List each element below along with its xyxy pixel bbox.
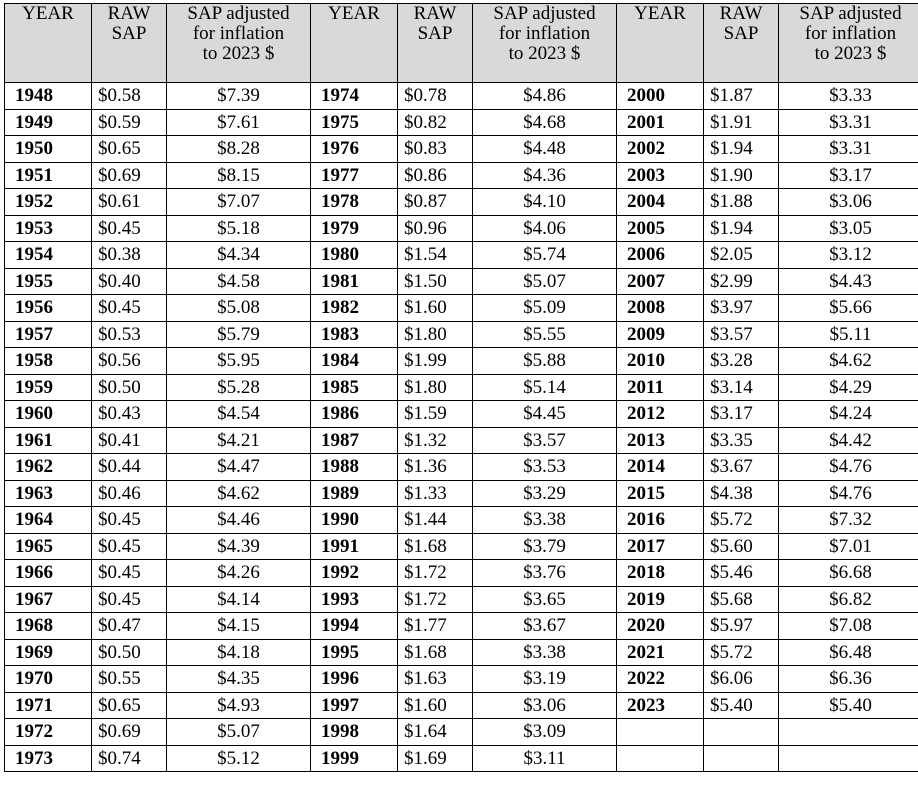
header-raw-sap-line: SAP [111,23,147,44]
raw-sap-cell: $0.65 [92,692,167,719]
adjusted-sap-cell: $4.29 [779,374,918,401]
adjusted-sap-cell: $7.01 [779,533,918,560]
raw-sap-cell: $0.45 [92,215,167,242]
raw-sap-cell: $5.46 [704,560,779,587]
raw-sap-cell: $1.88 [704,189,779,216]
adjusted-sap-cell: $4.93 [167,692,311,719]
raw-sap-cell: $1.91 [704,109,779,136]
adjusted-sap-cell: $3.67 [473,613,617,640]
adjusted-sap-cell: $5.66 [779,295,918,322]
header-year-label: YEAR [328,3,380,24]
year-cell: 1968 [5,613,92,640]
adjusted-sap-cell: $3.06 [473,692,617,719]
adjusted-sap-cell: $3.11 [473,745,617,772]
table-row [5,162,918,189]
raw-sap-cell: $4.38 [704,480,779,507]
raw-sap-cell: $0.58 [92,83,167,110]
year-cell: 1988 [311,454,398,481]
adjusted-sap-cell [779,745,918,772]
header-sap-adjusted-line: SAP adjusted [799,3,902,24]
adjusted-sap-cell: $3.09 [473,719,617,746]
sap-price-table [4,3,918,772]
year-cell: 1985 [311,374,398,401]
raw-sap-cell: $1.68 [398,639,473,666]
year-cell: 2006 [617,242,704,269]
year-cell: 1956 [5,295,92,322]
table-row [5,348,918,375]
raw-sap-cell: $0.50 [92,374,167,401]
raw-sap-cell: $0.96 [398,215,473,242]
table-row [5,507,918,534]
header-year [5,4,92,83]
adjusted-sap-cell: $4.14 [167,586,311,613]
adjusted-sap-cell: $4.39 [167,533,311,560]
year-cell: 1961 [5,427,92,454]
adjusted-sap-cell: $5.11 [779,321,918,348]
year-cell: 2010 [617,348,704,375]
raw-sap-cell: $1.32 [398,427,473,454]
raw-sap-cell: $3.97 [704,295,779,322]
adjusted-sap-cell: $5.09 [473,295,617,322]
table-row [5,295,918,322]
header-raw-sap-line: RAW [719,3,763,24]
year-cell: 1949 [5,109,92,136]
year-cell: 1960 [5,401,92,428]
raw-sap-cell: $0.46 [92,480,167,507]
header-row [5,4,918,83]
header-sap-adjusted-line: to 2023 $ [202,43,275,64]
year-cell: 1991 [311,533,398,560]
year-cell: 1978 [311,189,398,216]
raw-sap-cell: $3.57 [704,321,779,348]
header-raw-sap [92,4,167,83]
year-cell: 2000 [617,83,704,110]
year-cell: 1999 [311,745,398,772]
raw-sap-cell: $1.99 [398,348,473,375]
header-year [617,4,704,83]
table-row [5,719,918,746]
adjusted-sap-cell: $4.62 [167,480,311,507]
table-row [5,268,918,295]
raw-sap-cell: $0.45 [92,586,167,613]
raw-sap-cell: $1.69 [398,745,473,772]
year-cell: 2009 [617,321,704,348]
raw-sap-cell: $1.60 [398,295,473,322]
year-cell: 1965 [5,533,92,560]
table-row [5,745,918,772]
year-cell: 1966 [5,560,92,587]
raw-sap-cell: $5.68 [704,586,779,613]
header-year-label: YEAR [22,3,74,24]
year-cell: 1995 [311,639,398,666]
header-raw-sap-line: SAP [417,23,453,44]
adjusted-sap-cell: $4.15 [167,613,311,640]
adjusted-sap-cell: $7.08 [779,613,918,640]
adjusted-sap-cell: $5.95 [167,348,311,375]
adjusted-sap-cell: $3.17 [779,162,918,189]
raw-sap-cell [704,719,779,746]
raw-sap-cell: $6.06 [704,666,779,693]
year-cell: 2014 [617,454,704,481]
adjusted-sap-cell: $7.32 [779,507,918,534]
year-cell: 1952 [5,189,92,216]
raw-sap-cell: $3.28 [704,348,779,375]
year-cell: 1986 [311,401,398,428]
raw-sap-cell: $1.80 [398,321,473,348]
year-cell: 1982 [311,295,398,322]
year-cell [617,719,704,746]
year-cell: 1984 [311,348,398,375]
year-cell: 1958 [5,348,92,375]
adjusted-sap-cell: $4.34 [167,242,311,269]
year-cell: 2003 [617,162,704,189]
year-cell: 1955 [5,268,92,295]
raw-sap-cell: $0.65 [92,136,167,163]
year-cell: 2020 [617,613,704,640]
year-cell: 1963 [5,480,92,507]
adjusted-sap-cell: $3.31 [779,136,918,163]
table-row [5,533,918,560]
raw-sap-cell: $1.36 [398,454,473,481]
adjusted-sap-cell: $6.68 [779,560,918,587]
raw-sap-cell: $0.45 [92,295,167,322]
year-cell: 1990 [311,507,398,534]
year-cell: 1973 [5,745,92,772]
raw-sap-cell: $1.94 [704,215,779,242]
raw-sap-cell: $0.86 [398,162,473,189]
table-row [5,666,918,693]
adjusted-sap-cell: $5.14 [473,374,617,401]
raw-sap-cell: $0.59 [92,109,167,136]
year-cell: 1987 [311,427,398,454]
raw-sap-cell: $0.78 [398,83,473,110]
raw-sap-cell: $3.14 [704,374,779,401]
adjusted-sap-cell: $5.07 [167,719,311,746]
year-cell: 1950 [5,136,92,163]
header-year [311,4,398,83]
year-cell: 2013 [617,427,704,454]
year-cell: 1983 [311,321,398,348]
year-cell: 1998 [311,719,398,746]
header-sap-adjusted [473,4,617,83]
adjusted-sap-cell: $4.43 [779,268,918,295]
year-cell: 1962 [5,454,92,481]
year-cell: 1992 [311,560,398,587]
year-cell: 2002 [617,136,704,163]
adjusted-sap-cell: $5.55 [473,321,617,348]
adjusted-sap-cell: $3.05 [779,215,918,242]
raw-sap-cell: $0.69 [92,162,167,189]
year-cell: 2019 [617,586,704,613]
raw-sap-cell: $0.74 [92,745,167,772]
raw-sap-cell: $5.40 [704,692,779,719]
adjusted-sap-cell: $3.65 [473,586,617,613]
year-cell: 1970 [5,666,92,693]
adjusted-sap-cell: $6.36 [779,666,918,693]
year-cell: 1971 [5,692,92,719]
header-sap-adjusted [167,4,311,83]
table-row [5,242,918,269]
raw-sap-cell: $5.72 [704,507,779,534]
raw-sap-cell: $0.56 [92,348,167,375]
adjusted-sap-cell: $5.40 [779,692,918,719]
raw-sap-cell: $0.43 [92,401,167,428]
year-cell: 2004 [617,189,704,216]
adjusted-sap-cell: $4.45 [473,401,617,428]
adjusted-sap-cell: $3.29 [473,480,617,507]
header-raw-sap-line: RAW [107,3,151,24]
year-cell: 2018 [617,560,704,587]
adjusted-sap-cell: $3.76 [473,560,617,587]
table-row [5,83,918,110]
header-sap-adjusted-line: for inflation [498,23,591,44]
year-cell: 2001 [617,109,704,136]
adjusted-sap-cell: $6.48 [779,639,918,666]
raw-sap-cell: $2.99 [704,268,779,295]
year-cell: 2005 [617,215,704,242]
year-cell: 1964 [5,507,92,534]
year-cell: 1980 [311,242,398,269]
adjusted-sap-cell: $6.82 [779,586,918,613]
year-cell: 1948 [5,83,92,110]
adjusted-sap-cell: $5.28 [167,374,311,401]
header-sap-adjusted-line: to 2023 $ [814,43,887,64]
raw-sap-cell: $1.64 [398,719,473,746]
year-cell: 1975 [311,109,398,136]
adjusted-sap-cell: $3.79 [473,533,617,560]
adjusted-sap-cell: $5.12 [167,745,311,772]
adjusted-sap-cell: $5.88 [473,348,617,375]
raw-sap-cell: $2.05 [704,242,779,269]
year-cell: 2008 [617,295,704,322]
header-sap-adjusted [779,4,918,83]
year-cell: 1959 [5,374,92,401]
adjusted-sap-cell: $4.24 [779,401,918,428]
table-row [5,136,918,163]
year-cell: 1977 [311,162,398,189]
adjusted-sap-cell: $4.18 [167,639,311,666]
year-cell: 2016 [617,507,704,534]
table-row [5,215,918,242]
raw-sap-cell: $0.41 [92,427,167,454]
raw-sap-cell: $0.87 [398,189,473,216]
raw-sap-cell: $0.45 [92,560,167,587]
adjusted-sap-cell: $3.33 [779,83,918,110]
adjusted-sap-cell: $4.10 [473,189,617,216]
adjusted-sap-cell: $5.79 [167,321,311,348]
raw-sap-cell: $1.72 [398,560,473,587]
adjusted-sap-cell: $8.28 [167,136,311,163]
raw-sap-cell: $3.17 [704,401,779,428]
adjusted-sap-cell: $4.47 [167,454,311,481]
header-sap-adjusted-line: SAP adjusted [493,3,596,24]
raw-sap-cell: $3.35 [704,427,779,454]
year-cell: 1967 [5,586,92,613]
adjusted-sap-cell: $4.62 [779,348,918,375]
adjusted-sap-cell: $7.61 [167,109,311,136]
raw-sap-cell: $1.77 [398,613,473,640]
year-cell: 1969 [5,639,92,666]
raw-sap-cell: $1.59 [398,401,473,428]
adjusted-sap-cell: $4.46 [167,507,311,534]
raw-sap-cell: $0.38 [92,242,167,269]
year-cell: 1981 [311,268,398,295]
raw-sap-cell: $5.72 [704,639,779,666]
header-raw-sap [704,4,779,83]
year-cell: 1951 [5,162,92,189]
year-cell: 2017 [617,533,704,560]
table-row [5,480,918,507]
adjusted-sap-cell: $3.53 [473,454,617,481]
header-year-label: YEAR [634,3,686,24]
raw-sap-cell: $0.50 [92,639,167,666]
adjusted-sap-cell: $4.36 [473,162,617,189]
table-row [5,586,918,613]
raw-sap-cell [704,745,779,772]
adjusted-sap-cell: $3.38 [473,639,617,666]
header-raw-sap-line: SAP [723,23,759,44]
year-cell: 1996 [311,666,398,693]
header-sap-adjusted-line: to 2023 $ [508,43,581,64]
adjusted-sap-cell: $4.54 [167,401,311,428]
year-cell: 2007 [617,268,704,295]
raw-sap-cell: $1.63 [398,666,473,693]
adjusted-sap-cell: $3.12 [779,242,918,269]
raw-sap-cell: $0.44 [92,454,167,481]
adjusted-sap-cell: $4.76 [779,454,918,481]
raw-sap-cell: $0.45 [92,533,167,560]
adjusted-sap-cell: $4.48 [473,136,617,163]
year-cell: 1972 [5,719,92,746]
year-cell: 1954 [5,242,92,269]
raw-sap-cell: $0.47 [92,613,167,640]
raw-sap-cell: $1.80 [398,374,473,401]
raw-sap-cell: $0.40 [92,268,167,295]
raw-sap-cell: $0.53 [92,321,167,348]
raw-sap-cell: $1.68 [398,533,473,560]
year-cell: 1953 [5,215,92,242]
raw-sap-cell: $0.61 [92,189,167,216]
table-row [5,692,918,719]
raw-sap-cell: $0.83 [398,136,473,163]
year-cell [617,745,704,772]
raw-sap-cell: $1.33 [398,480,473,507]
raw-sap-cell: $0.82 [398,109,473,136]
adjusted-sap-cell: $7.39 [167,83,311,110]
table-row [5,613,918,640]
raw-sap-cell: $1.44 [398,507,473,534]
adjusted-sap-cell: $5.18 [167,215,311,242]
adjusted-sap-cell: $8.15 [167,162,311,189]
table-row [5,560,918,587]
adjusted-sap-cell: $4.42 [779,427,918,454]
header-raw-sap-line: RAW [413,3,457,24]
adjusted-sap-cell: $4.26 [167,560,311,587]
raw-sap-cell: $1.90 [704,162,779,189]
raw-sap-cell: $3.67 [704,454,779,481]
adjusted-sap-cell: $5.74 [473,242,617,269]
adjusted-sap-cell: $4.76 [779,480,918,507]
table-row [5,374,918,401]
adjusted-sap-cell: $3.19 [473,666,617,693]
year-cell: 1994 [311,613,398,640]
adjusted-sap-cell: $5.07 [473,268,617,295]
adjusted-sap-cell: $7.07 [167,189,311,216]
adjusted-sap-cell: $4.58 [167,268,311,295]
adjusted-sap-cell: $4.68 [473,109,617,136]
raw-sap-cell: $0.55 [92,666,167,693]
header-raw-sap [398,4,473,83]
raw-sap-cell: $0.69 [92,719,167,746]
table-row [5,321,918,348]
adjusted-sap-cell: $3.38 [473,507,617,534]
header-sap-adjusted-line: for inflation [192,23,285,44]
year-cell: 1957 [5,321,92,348]
table-row [5,427,918,454]
raw-sap-cell: $5.60 [704,533,779,560]
raw-sap-cell: $0.45 [92,507,167,534]
header-sap-adjusted-line: for inflation [804,23,897,44]
year-cell: 1997 [311,692,398,719]
year-cell: 1993 [311,586,398,613]
raw-sap-cell: $1.87 [704,83,779,110]
year-cell: 2012 [617,401,704,428]
adjusted-sap-cell [779,719,918,746]
adjusted-sap-cell: $3.06 [779,189,918,216]
year-cell: 1976 [311,136,398,163]
adjusted-sap-cell: $4.86 [473,83,617,110]
raw-sap-cell: $1.94 [704,136,779,163]
adjusted-sap-cell: $4.21 [167,427,311,454]
adjusted-sap-cell: $3.31 [779,109,918,136]
year-cell: 1989 [311,480,398,507]
year-cell: 2023 [617,692,704,719]
adjusted-sap-cell: $5.08 [167,295,311,322]
adjusted-sap-cell: $4.06 [473,215,617,242]
header-sap-adjusted-line: SAP adjusted [187,3,290,24]
table-row [5,454,918,481]
table-row [5,639,918,666]
table-row [5,401,918,428]
adjusted-sap-cell: $3.57 [473,427,617,454]
year-cell: 1979 [311,215,398,242]
table-body [5,83,918,772]
year-cell: 2011 [617,374,704,401]
raw-sap-cell: $5.97 [704,613,779,640]
year-cell: 1974 [311,83,398,110]
table-row [5,189,918,216]
raw-sap-cell: $1.50 [398,268,473,295]
raw-sap-cell: $1.72 [398,586,473,613]
year-cell: 2021 [617,639,704,666]
raw-sap-cell: $1.60 [398,692,473,719]
table-row [5,109,918,136]
year-cell: 2022 [617,666,704,693]
adjusted-sap-cell: $4.35 [167,666,311,693]
year-cell: 2015 [617,480,704,507]
raw-sap-cell: $1.54 [398,242,473,269]
